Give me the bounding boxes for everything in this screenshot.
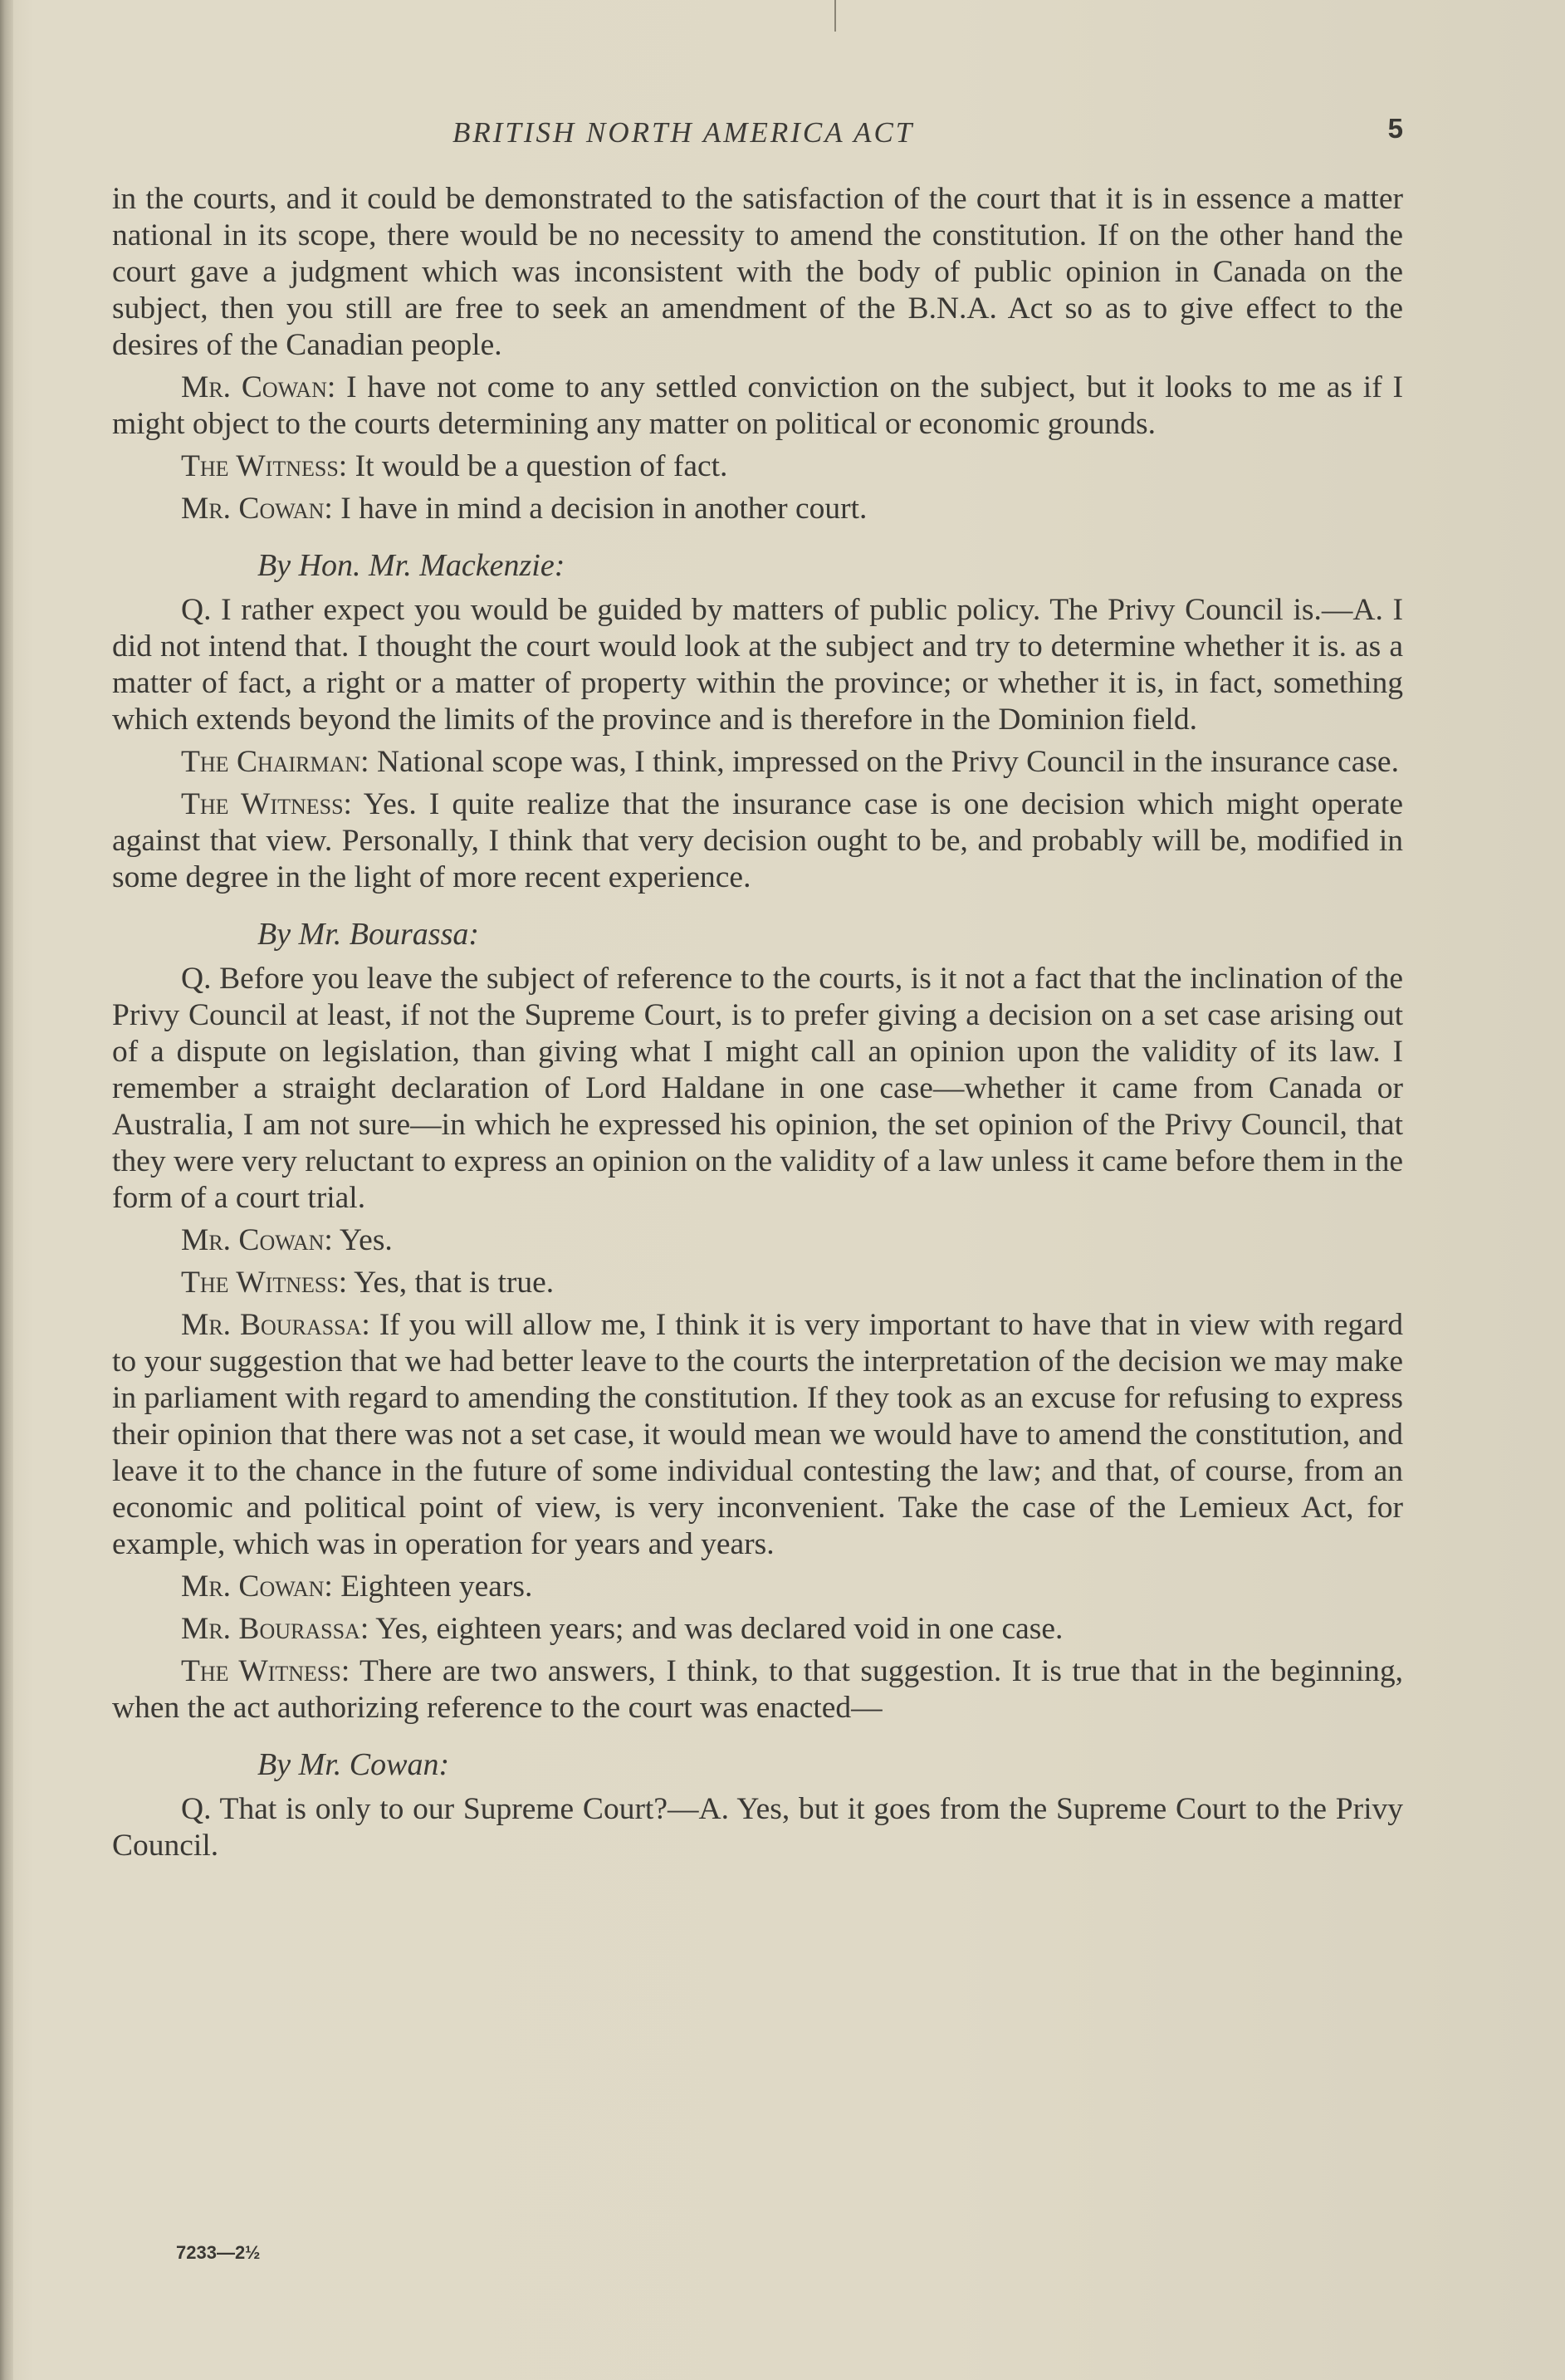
- section-heading: By Hon. Mr. Mackenzie:: [257, 548, 565, 583]
- section-heading: By Mr. Bourassa:: [257, 917, 480, 952]
- paragraph: [112, 1222, 1403, 1259]
- speaker-name: Mr. Cowan:: [181, 1223, 333, 1257]
- paragraph: [112, 491, 1403, 527]
- speaker-name: Mr. Bourassa:: [181, 1308, 370, 1342]
- paragraph-text: Q. Before you leave the subject of reference to the courts, is it not a fact that the inclination of the Privy Council at least, if not the Supreme Court, is to prefer giving a decision on a set case arising out of a dispute on legislation, than giving what I might call an opinion upon the validity of its law. I remember a straight declaration of Lord Haldane in one case—whether it came from Canada or Australia, I am not sure—in which he expressed his opinion, the set opinion of the Privy Council, that they were very reluctant to express an opinion on the validity of a law unless it came before them in the form of a court trial.: [112, 962, 1403, 1215]
- paragraph-text: If you will allow me, I think it is very important to have that in view with regard to your suggestion that we had better leave to the courts the interpretation of the decision we may make in parliament with regard to amending the constitution. If they took as an excuse for refusing to express their opinion that there was not a set case, it would mean we would have to amend the constitution, and leave it to the chance in the future of some individual contesting the law; and that, of course, from an economic and political point of view, is very inconvenient. Take the case of the Lemieux Act, for example, which was in operation for years and years.: [112, 1308, 1403, 1561]
- speaker-name: Mr. Cowan:: [181, 492, 333, 526]
- paragraph: [112, 181, 1403, 364]
- paragraph-text: Yes. I quite realize that the insurance case is one decision which might operate against that view. Personally, I think that very decision ought to be, and probably will be, modified in some degree in the light of more recent experience.: [112, 787, 1403, 894]
- section-heading: By Mr. Cowan:: [257, 1747, 450, 1782]
- paragraph-text: There are two answers, I think, to that suggestion. It is true that in the beginning, when the act authorizing reference to the court was enacted—: [112, 1654, 1403, 1725]
- page-header: [112, 111, 1403, 153]
- paragraph-text: Yes, that is true.: [347, 1266, 555, 1300]
- paragraph-text: in the courts, and it could be demonstrated to the satisfaction of the court that it is in essence a matter national in its scope, there would be no necessity to amend the constitution. If on the other hand the court gave a judgment which was inconsistent with the body of public opinion in Canada on the subject, then you still are free to seek an amendment of the B.N.A. Act so as to give effect to the desires of the Canadian people.: [112, 182, 1403, 362]
- paragraph-text: I have not come to any settled conviction on the subject, but it looks to me as if I might object to the courts determining any matter on political or economic grounds.: [112, 370, 1403, 441]
- paragraph: [112, 1307, 1403, 1563]
- paragraph-text: It would be a question of fact.: [347, 449, 728, 483]
- page-number: 5: [1387, 113, 1403, 144]
- speaker-name: The Witness:: [181, 787, 352, 821]
- paragraph-text: Q. That is only to our Supreme Court?—A. Yes, but it goes from the Supreme Court to the Privy Council.: [112, 1792, 1403, 1863]
- printer-signature-mark: 7233—2½: [176, 2242, 261, 2263]
- paragraph-text: Q. I rather expect you would be guided by matters of public policy. The Privy Council is.—A. I did not intend that. I thought the court would look at the subject and try to determine whether it is. as a matter of fact, a right or a matter of property within the province; or whether it is, in fact, something which extends beyond the limits of the province and is therefore in the Dominion field.: [112, 593, 1403, 737]
- paragraph: [112, 1791, 1403, 1864]
- paragraph-text: Yes.: [332, 1223, 393, 1257]
- paper-crease: [834, 0, 836, 32]
- paragraph-text: Yes, eighteen years; and was declared void in one case.: [369, 1612, 1064, 1646]
- paragraph: [112, 1265, 1403, 1301]
- speaker-name: Mr. Cowan:: [181, 370, 336, 404]
- paragraph: [112, 961, 1403, 1217]
- running-title: BRITISH NORTH AMERICA ACT: [452, 116, 915, 149]
- speaker-name: The Witness:: [181, 1654, 350, 1688]
- body-text: [112, 181, 1403, 1870]
- paragraph: [112, 1569, 1403, 1605]
- speaker-name: The Witness:: [181, 1266, 348, 1300]
- paragraph-text: National scope was, I think, impressed on the Privy Council in the insurance case.: [369, 745, 1399, 779]
- speaker-name: The Witness:: [181, 449, 348, 483]
- speaker-name: Mr. Cowan:: [181, 1570, 333, 1604]
- binding-edge: [0, 0, 13, 2380]
- paragraph-text: I have in mind a decision in another court.: [332, 492, 868, 526]
- speaker-name: Mr. Bourassa:: [181, 1612, 369, 1646]
- paragraph: [112, 370, 1403, 443]
- paragraph: [112, 744, 1403, 781]
- speaker-name: The Chairman:: [181, 745, 369, 779]
- paragraph: [112, 1611, 1403, 1648]
- paragraph: [112, 448, 1403, 485]
- paragraph: [112, 592, 1403, 738]
- paragraph: [112, 1653, 1403, 1726]
- paragraph-text: Eighteen years.: [332, 1570, 533, 1604]
- paragraph: [112, 786, 1403, 896]
